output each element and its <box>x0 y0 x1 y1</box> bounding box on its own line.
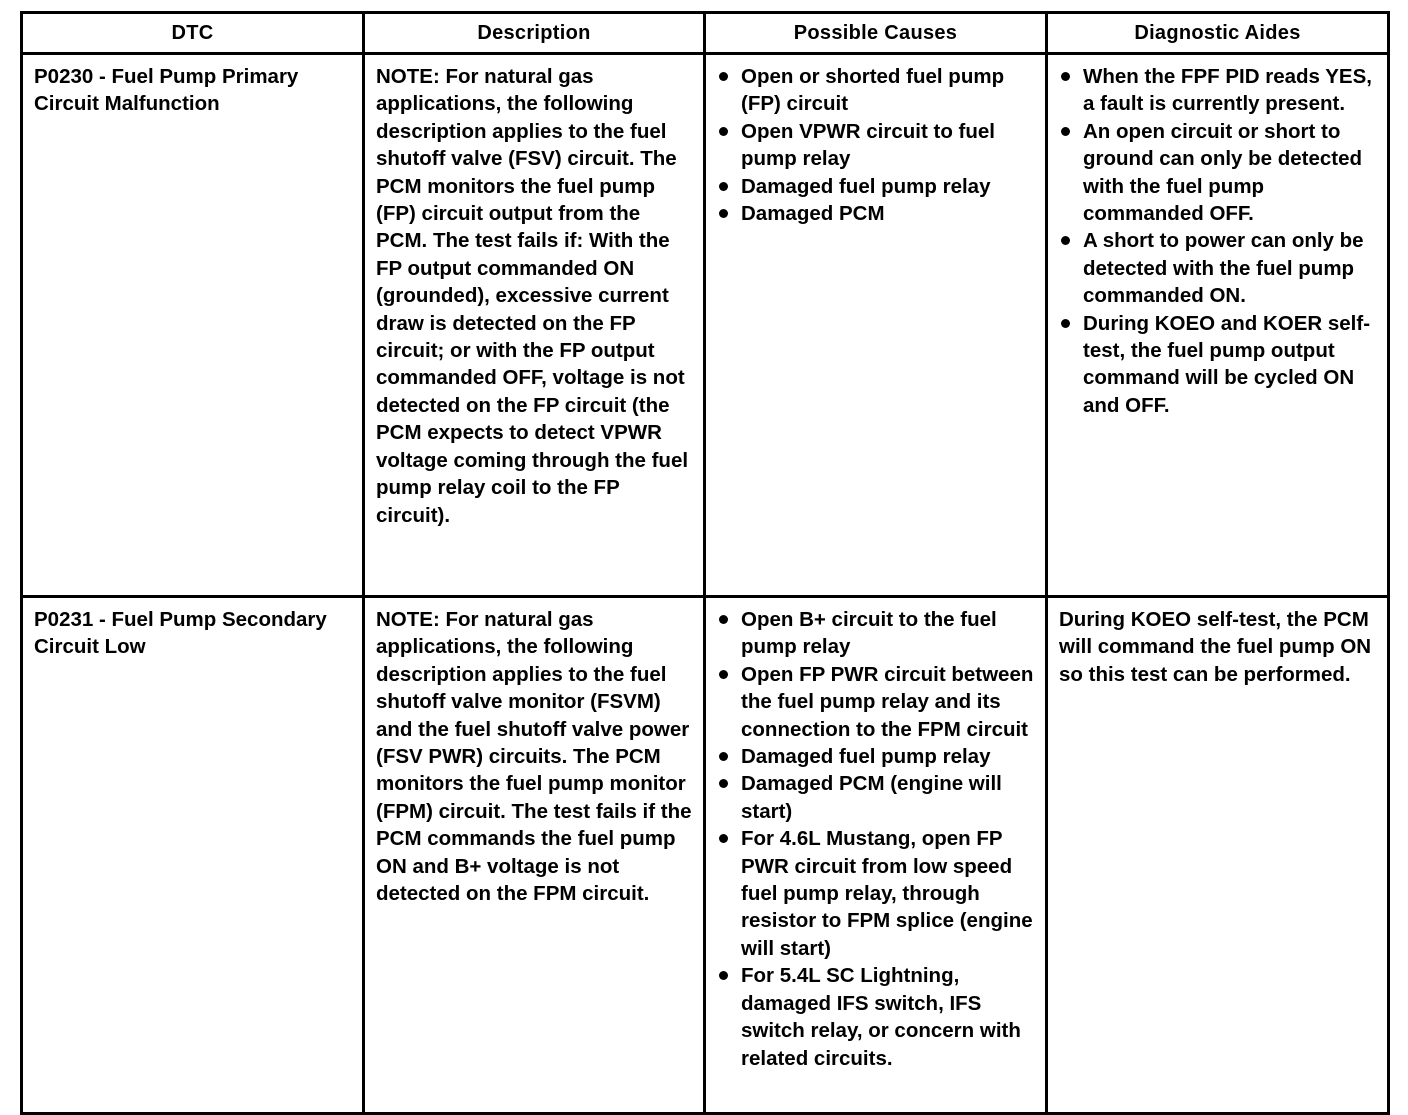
dtc-code: P0230 - Fuel Pump Primary Circuit Malfunction <box>22 54 364 597</box>
list-item: For 4.6L Mustang, open FP PWR circuit from low speed fuel pump relay, through resistor to FPM splice (engine will start) <box>717 825 1037 962</box>
list-item: Damaged fuel pump relay <box>717 173 1037 200</box>
description-cell: NOTE: For natural gas applications, the following description applies to the fuel shutoff valve (FSV) circuit. The PCM monitors the fuel pump (FP) circuit output from the PCM. The test fails if: With the FP output commanded ON (grounded), excessive current draw is detected on the FP circuit; or with the FP output commanded OFF, voltage is not detected on the FP circuit (the PCM expects to detect VPWR voltage coming through the fuel pump relay coil to the FP circuit). <box>364 54 705 597</box>
list-item: During KOEO and KOER self-test, the fuel pump output command will be cycled ON and OFF. <box>1059 310 1379 420</box>
list-item: Damaged PCM (engine will start) <box>717 770 1037 825</box>
list-item: A short to power can only be detected with the fuel pump commanded ON. <box>1059 227 1379 309</box>
list-item: Open B+ circuit to the fuel pump relay <box>717 606 1037 661</box>
header-description: Description <box>364 13 705 54</box>
header-row <box>22 13 1389 54</box>
aides-cell: During KOEO self-test, the PCM will command the fuel pump ON so this test can be performed. <box>1047 597 1389 1114</box>
causes-cell <box>705 54 1047 597</box>
list-item: Open FP PWR circuit between the fuel pump relay and its connection to the FPM circuit <box>717 661 1037 743</box>
causes-list <box>717 606 1037 1072</box>
list-item: An open circuit or short to ground can only be detected with the fuel pump commanded OFF. <box>1059 118 1379 228</box>
causes-cell <box>705 597 1047 1114</box>
header-dtc: DTC <box>22 13 364 54</box>
header-possible-causes: Possible Causes <box>705 13 1047 54</box>
description-cell: NOTE: For natural gas applications, the following description applies to the fuel shutoff valve monitor (FSVM) and the fuel shutoff valve power (FSV PWR) circuits. The PCM monitors the fuel pump monitor (FPM) circuit. The test fails if the PCM commands the fuel pump ON and B+ voltage is not detected on the FPM circuit. <box>364 597 705 1114</box>
list-item: For 5.4L SC Lightning, damaged IFS switch, IFS switch relay, or concern with related circuits. <box>717 962 1037 1072</box>
causes-list <box>717 63 1037 227</box>
list-item: Damaged fuel pump relay <box>717 743 1037 770</box>
list-item: Open or shorted fuel pump (FP) circuit <box>717 63 1037 118</box>
dtc-table <box>20 11 1390 1115</box>
table-row <box>22 597 1389 1114</box>
table-row <box>22 54 1389 597</box>
list-item: Open VPWR circuit to fuel pump relay <box>717 118 1037 173</box>
list-item: When the FPF PID reads YES, a fault is currently present. <box>1059 63 1379 118</box>
list-item: Damaged PCM <box>717 200 1037 227</box>
aides-list <box>1059 63 1379 419</box>
dtc-code: P0231 - Fuel Pump Secondary Circuit Low <box>22 597 364 1114</box>
header-diagnostic-aides: Diagnostic Aides <box>1047 13 1389 54</box>
aides-cell <box>1047 54 1389 597</box>
